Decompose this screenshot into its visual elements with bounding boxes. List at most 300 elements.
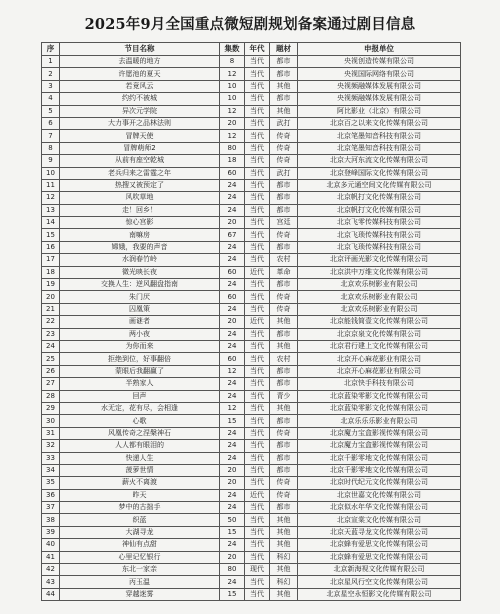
table-row xyxy=(42,489,461,501)
cell-theme: 其他 xyxy=(270,105,298,117)
cell-index: 41 xyxy=(42,551,60,563)
table-row xyxy=(42,217,461,229)
table-row xyxy=(42,564,461,576)
cell-era: 当代 xyxy=(245,155,270,167)
cell-index: 9 xyxy=(42,155,60,167)
table-row xyxy=(42,340,461,352)
table-row xyxy=(42,402,461,414)
cell-theme: 其他 xyxy=(270,564,298,576)
cell-program-name: 大湖寻龙 xyxy=(60,526,220,538)
cell-applicant: 北京千影零地文化传媒有限公司 xyxy=(298,464,461,476)
table-row xyxy=(42,390,461,402)
table-row xyxy=(42,279,461,291)
cell-episodes: 24 xyxy=(220,452,245,464)
cell-era: 当代 xyxy=(245,130,270,142)
cell-index: 23 xyxy=(42,328,60,340)
cell-applicant: 央视创造传媒有限公司 xyxy=(298,56,461,68)
cell-episodes: 12 xyxy=(220,105,245,117)
cell-episodes: 10 xyxy=(220,93,245,105)
cell-index: 1 xyxy=(42,56,60,68)
document-title: 2025年9月全国重点微短剧规划备案通过剧目信息 xyxy=(84,16,416,33)
cell-theme: 其他 xyxy=(270,514,298,526)
cell-theme: 传奇 xyxy=(270,489,298,501)
cell-episodes: 24 xyxy=(220,440,245,452)
cell-applicant: 北京宣棠文化传媒有限公司 xyxy=(298,514,461,526)
cell-theme: 其他 xyxy=(270,526,298,538)
cell-index: 22 xyxy=(42,316,60,328)
cell-index: 37 xyxy=(42,502,60,514)
cell-era: 当代 xyxy=(245,365,270,377)
cell-program-name: 许愿池的夏天 xyxy=(60,68,220,80)
table-row xyxy=(42,440,461,452)
cell-episodes: 24 xyxy=(220,179,245,191)
cell-applicant: 北京能钱简壹文化传媒有限公司 xyxy=(298,316,461,328)
cell-applicant: 北京飞零传媒科技有限公司 xyxy=(298,217,461,229)
table-row xyxy=(42,192,461,204)
table-row xyxy=(42,179,461,191)
cell-applicant: 央视国际网络有限公司 xyxy=(298,68,461,80)
table-row xyxy=(42,551,461,563)
cell-episodes: 80 xyxy=(220,564,245,576)
cell-era: 当代 xyxy=(245,80,270,92)
cell-applicant: 北京星风行空文化传媒有限公司 xyxy=(298,576,461,588)
table-row xyxy=(42,514,461,526)
cell-program-name: 半熟家人 xyxy=(60,378,220,390)
cell-program-name: 薪火不离渡 xyxy=(60,477,220,489)
cell-program-name: 惊心宫影 xyxy=(60,217,220,229)
cell-era: 现代 xyxy=(245,564,270,576)
cell-index: 35 xyxy=(42,477,60,489)
cell-index: 14 xyxy=(42,217,60,229)
cell-theme: 传奇 xyxy=(270,155,298,167)
cell-index: 15 xyxy=(42,229,60,241)
cell-era: 当代 xyxy=(245,142,270,154)
cell-applicant: 北京笔墨知音科技有限公司 xyxy=(298,142,461,154)
header-era: 年代 xyxy=(245,43,270,56)
cell-episodes: 24 xyxy=(220,378,245,390)
cell-index: 13 xyxy=(42,204,60,216)
header-index: 序 xyxy=(42,43,60,56)
cell-theme: 传奇 xyxy=(270,142,298,154)
cell-theme: 传奇 xyxy=(270,477,298,489)
cell-era: 当代 xyxy=(245,241,270,253)
cell-theme: 都市 xyxy=(270,56,298,68)
cell-program-name: 若竟风云 xyxy=(60,80,220,92)
cell-applicant: 北京快手科技有限公司 xyxy=(298,378,461,390)
cell-theme: 传奇 xyxy=(270,303,298,315)
cell-applicant: 北京乐乐乐影业有限公司 xyxy=(298,415,461,427)
cell-program-name: 热搜又被预定了 xyxy=(60,179,220,191)
cell-applicant: 北京开心麻花影业有限公司 xyxy=(298,365,461,377)
cell-index: 19 xyxy=(42,279,60,291)
cell-program-name: 南嘛房 xyxy=(60,229,220,241)
cell-index: 34 xyxy=(42,464,60,476)
table-row xyxy=(42,56,461,68)
cell-applicant: 央视频融媒体发展有限公司 xyxy=(298,80,461,92)
cell-index: 29 xyxy=(42,402,60,414)
cell-theme: 武打 xyxy=(270,117,298,129)
cell-theme: 都市 xyxy=(270,440,298,452)
cell-program-name: 交换人生：逆风翻盘指南 xyxy=(60,279,220,291)
table-row xyxy=(42,452,461,464)
table-row xyxy=(42,328,461,340)
cell-episodes: 24 xyxy=(220,390,245,402)
cell-index: 28 xyxy=(42,390,60,402)
cell-episodes: 20 xyxy=(220,217,245,229)
cell-program-name: 昨天 xyxy=(60,489,220,501)
cell-applicant: 北京多元通空间文化传媒有限公司 xyxy=(298,179,461,191)
cell-applicant: 北京蜂有爱思文化传媒有限公司 xyxy=(298,539,461,551)
cell-applicant: 北京时代纪元文化传媒有限公司 xyxy=(298,477,461,489)
cell-episodes: 60 xyxy=(220,266,245,278)
cell-program-name: 老兵归来之雷霆之年 xyxy=(60,167,220,179)
cell-theme: 都市 xyxy=(270,68,298,80)
cell-program-name: 画谜者 xyxy=(60,316,220,328)
cell-theme: 传奇 xyxy=(270,229,298,241)
cell-program-name: 蒙眼后我翻赢了 xyxy=(60,365,220,377)
cell-era: 当代 xyxy=(245,402,270,414)
cell-theme: 都市 xyxy=(270,179,298,191)
cell-program-name: 风吹草地 xyxy=(60,192,220,204)
cell-episodes: 20 xyxy=(220,464,245,476)
cell-program-name: 约约不被城 xyxy=(60,93,220,105)
cell-theme: 都市 xyxy=(270,378,298,390)
cell-index: 6 xyxy=(42,117,60,129)
cell-era: 当代 xyxy=(245,464,270,476)
cell-index: 10 xyxy=(42,167,60,179)
cell-program-name: 回声 xyxy=(60,390,220,402)
cell-era: 近代 xyxy=(245,489,270,501)
cell-theme: 武打 xyxy=(270,167,298,179)
cell-program-name: 心里记忆银行 xyxy=(60,551,220,563)
cell-program-name: 嫦娥，我要的声音 xyxy=(60,241,220,253)
cell-era: 当代 xyxy=(245,192,270,204)
cell-episodes: 24 xyxy=(220,539,245,551)
cell-program-name: 去温暖的地方 xyxy=(60,56,220,68)
cell-theme: 青少 xyxy=(270,390,298,402)
cell-theme: 其他 xyxy=(270,402,298,414)
cell-theme: 农村 xyxy=(270,353,298,365)
cell-theme: 都市 xyxy=(270,93,298,105)
cell-index: 44 xyxy=(42,588,60,600)
cell-episodes: 24 xyxy=(220,328,245,340)
cell-era: 当代 xyxy=(245,179,270,191)
table-row xyxy=(42,539,461,551)
cell-applicant: 北京魔力宝盒影视传媒有限公司 xyxy=(298,440,461,452)
cell-episodes: 24 xyxy=(220,241,245,253)
cell-episodes: 67 xyxy=(220,229,245,241)
table-row xyxy=(42,353,461,365)
table-row xyxy=(42,80,461,92)
cell-index: 40 xyxy=(42,539,60,551)
cell-episodes: 18 xyxy=(220,155,245,167)
cell-applicant: 北京魔力宝盒影视传媒有限公司 xyxy=(298,427,461,439)
table-row xyxy=(42,365,461,377)
cell-theme: 革命 xyxy=(270,266,298,278)
cell-episodes: 24 xyxy=(220,489,245,501)
cell-era: 当代 xyxy=(245,117,270,129)
cell-program-name: 水润春竹岭 xyxy=(60,254,220,266)
cell-applicant: 北京蓝染零影文化传媒有限公司 xyxy=(298,402,461,414)
table-row xyxy=(42,303,461,315)
cell-index: 11 xyxy=(42,179,60,191)
cell-theme: 都市 xyxy=(270,452,298,464)
cell-theme: 都市 xyxy=(270,192,298,204)
cell-program-name: 水无定，花有尽，会相逢 xyxy=(60,402,220,414)
cell-applicant: 北京百之以来文化传媒有限公司 xyxy=(298,117,461,129)
cell-era: 当代 xyxy=(245,588,270,600)
cell-applicant: 北京世嘉文化传媒有限公司 xyxy=(298,489,461,501)
cell-index: 32 xyxy=(42,440,60,452)
cell-applicant: 北京君行建上文化传媒有限公司 xyxy=(298,340,461,352)
cell-applicant: 阿比影业（北京）有限公司 xyxy=(298,105,461,117)
cell-episodes: 24 xyxy=(220,427,245,439)
cell-program-name: 朱门厌 xyxy=(60,291,220,303)
table-row xyxy=(42,167,461,179)
header-applicant: 申报单位 xyxy=(298,43,461,56)
cell-index: 8 xyxy=(42,142,60,154)
cell-episodes: 12 xyxy=(220,365,245,377)
cell-program-name: 微光映长夜 xyxy=(60,266,220,278)
cell-theme: 传奇 xyxy=(270,427,298,439)
cell-program-name: 心歌 xyxy=(60,415,220,427)
cell-episodes: 60 xyxy=(220,291,245,303)
cell-theme: 其他 xyxy=(270,316,298,328)
cell-era: 当代 xyxy=(245,204,270,216)
cell-episodes: 24 xyxy=(220,192,245,204)
cell-applicant: 北京欢乐树影业有限公司 xyxy=(298,279,461,291)
cell-applicant: 北京天蓝寻龙文化传媒有限公司 xyxy=(298,526,461,538)
cell-index: 18 xyxy=(42,266,60,278)
cell-applicant: 北京蓝染零影文化传媒有限公司 xyxy=(298,390,461,402)
cell-era: 当代 xyxy=(245,353,270,365)
cell-theme: 都市 xyxy=(270,365,298,377)
cell-program-name: 从前有座空乾城 xyxy=(60,155,220,167)
cell-theme: 其他 xyxy=(270,539,298,551)
cell-index: 4 xyxy=(42,93,60,105)
cell-era: 当代 xyxy=(245,303,270,315)
cell-episodes: 12 xyxy=(220,130,245,142)
table-row xyxy=(42,68,461,80)
cell-applicant: 北京帆打文化传媒有限公司 xyxy=(298,192,461,204)
cell-index: 3 xyxy=(42,80,60,92)
cell-applicant: 北京飞琐传媒科技有限公司 xyxy=(298,241,461,253)
cell-applicant: 北京登峰国际文化传媒有限公司 xyxy=(298,167,461,179)
cell-era: 当代 xyxy=(245,551,270,563)
cell-index: 16 xyxy=(42,241,60,253)
table-row xyxy=(42,229,461,241)
cell-index: 12 xyxy=(42,192,60,204)
cell-episodes: 80 xyxy=(220,142,245,154)
cell-index: 5 xyxy=(42,105,60,117)
cell-program-name: 囚凰策 xyxy=(60,303,220,315)
table-row xyxy=(42,142,461,154)
cell-program-name: 梦中的古拙手 xyxy=(60,502,220,514)
cell-program-name: 人人都有眼泪的 xyxy=(60,440,220,452)
table-row xyxy=(42,241,461,253)
cell-index: 36 xyxy=(42,489,60,501)
cell-era: 当代 xyxy=(245,427,270,439)
table-row xyxy=(42,316,461,328)
table-row xyxy=(42,254,461,266)
cell-theme: 其他 xyxy=(270,340,298,352)
cell-index: 26 xyxy=(42,365,60,377)
cell-era: 当代 xyxy=(245,254,270,266)
cell-era: 近代 xyxy=(245,316,270,328)
cell-program-name: 菠萝世情 xyxy=(60,464,220,476)
cell-index: 42 xyxy=(42,564,60,576)
table-row xyxy=(42,93,461,105)
cell-theme: 都市 xyxy=(270,204,298,216)
cell-episodes: 20 xyxy=(220,551,245,563)
cell-theme: 传奇 xyxy=(270,130,298,142)
cell-program-name: 异次元学院 xyxy=(60,105,220,117)
cell-theme: 其他 xyxy=(270,80,298,92)
table-row xyxy=(42,266,461,278)
cell-episodes: 15 xyxy=(220,588,245,600)
cell-theme: 都市 xyxy=(270,279,298,291)
cell-index: 7 xyxy=(42,130,60,142)
cell-program-name: 织蓝 xyxy=(60,514,220,526)
cell-theme: 科幻 xyxy=(270,576,298,588)
drama-table xyxy=(41,42,461,601)
cell-program-name: 冒牌萌师2 xyxy=(60,142,220,154)
cell-episodes: 50 xyxy=(220,514,245,526)
cell-era: 当代 xyxy=(245,576,270,588)
cell-era: 当代 xyxy=(245,167,270,179)
cell-applicant: 北京新海视文化传媒有限公司 xyxy=(298,564,461,576)
cell-index: 25 xyxy=(42,353,60,365)
table-row xyxy=(42,378,461,390)
cell-applicant: 北京星空永恒影文化传媒有限公司 xyxy=(298,588,461,600)
table-row xyxy=(42,291,461,303)
header-theme: 题材 xyxy=(270,43,298,56)
cell-era: 当代 xyxy=(245,526,270,538)
cell-program-name: 大力事开之品林法则 xyxy=(60,117,220,129)
cell-episodes: 20 xyxy=(220,316,245,328)
header-program-name: 节目名称 xyxy=(60,43,220,56)
cell-episodes: 24 xyxy=(220,204,245,216)
cell-episodes: 8 xyxy=(220,56,245,68)
cell-episodes: 20 xyxy=(220,117,245,129)
cell-applicant: 北京大河东流文化传媒有限公司 xyxy=(298,155,461,167)
cell-episodes: 24 xyxy=(220,279,245,291)
cell-program-name: 冒牌天使 xyxy=(60,130,220,142)
cell-era: 当代 xyxy=(245,440,270,452)
cell-index: 27 xyxy=(42,378,60,390)
cell-program-name: 为你而来 xyxy=(60,340,220,352)
cell-theme: 宫廷 xyxy=(270,217,298,229)
cell-era: 当代 xyxy=(245,217,270,229)
table-row xyxy=(42,155,461,167)
cell-episodes: 15 xyxy=(220,526,245,538)
table-header-row xyxy=(42,43,461,56)
cell-program-name: 风凰传奇之涅槃神石 xyxy=(60,427,220,439)
cell-index: 33 xyxy=(42,452,60,464)
table-row xyxy=(42,427,461,439)
cell-program-name: 东北一家亲 xyxy=(60,564,220,576)
cell-applicant: 北京笔墨知音科技有限公司 xyxy=(298,130,461,142)
cell-applicant: 北京似水年华文化传媒有限公司 xyxy=(298,502,461,514)
cell-index: 43 xyxy=(42,576,60,588)
cell-era: 当代 xyxy=(245,477,270,489)
cell-era: 当代 xyxy=(245,340,270,352)
cell-program-name: 走！回乡！ xyxy=(60,204,220,216)
cell-era: 当代 xyxy=(245,415,270,427)
cell-applicant: 北京京泉文化传媒有限公司 xyxy=(298,328,461,340)
cell-episodes: 24 xyxy=(220,254,245,266)
cell-theme: 传奇 xyxy=(270,291,298,303)
cell-program-name: 神仙有点甜 xyxy=(60,539,220,551)
cell-era: 当代 xyxy=(245,539,270,551)
table-body xyxy=(42,56,461,601)
cell-episodes: 60 xyxy=(220,167,245,179)
cell-index: 24 xyxy=(42,340,60,352)
cell-program-name: 丙玉温 xyxy=(60,576,220,588)
table-row xyxy=(42,477,461,489)
cell-index: 20 xyxy=(42,291,60,303)
table-row xyxy=(42,415,461,427)
cell-applicant: 北京蜂有爱思文化传媒有限公司 xyxy=(298,551,461,563)
cell-index: 21 xyxy=(42,303,60,315)
cell-program-name: 穿越迷雾 xyxy=(60,588,220,600)
table-row xyxy=(42,502,461,514)
cell-applicant: 北京帆打文化传媒有限公司 xyxy=(298,204,461,216)
cell-index: 39 xyxy=(42,526,60,538)
cell-era: 当代 xyxy=(245,279,270,291)
table-row xyxy=(42,204,461,216)
cell-episodes: 24 xyxy=(220,303,245,315)
cell-index: 17 xyxy=(42,254,60,266)
cell-era: 当代 xyxy=(245,514,270,526)
cell-theme: 都市 xyxy=(270,328,298,340)
cell-applicant: 北京洪中万维文化传媒有限公司 xyxy=(298,266,461,278)
cell-theme: 农村 xyxy=(270,254,298,266)
cell-era: 当代 xyxy=(245,105,270,117)
cell-episodes: 20 xyxy=(220,477,245,489)
cell-applicant: 央视频融媒体发展有限公司 xyxy=(298,93,461,105)
cell-era: 当代 xyxy=(245,328,270,340)
cell-episodes: 24 xyxy=(220,576,245,588)
cell-index: 31 xyxy=(42,427,60,439)
cell-episodes: 12 xyxy=(220,68,245,80)
header-episodes: 集数 xyxy=(220,43,245,56)
cell-era: 当代 xyxy=(245,229,270,241)
cell-theme: 都市 xyxy=(270,415,298,427)
cell-era: 当代 xyxy=(245,93,270,105)
cell-episodes: 12 xyxy=(220,402,245,414)
cell-era: 当代 xyxy=(245,56,270,68)
cell-applicant: 北京欢乐树影业有限公司 xyxy=(298,303,461,315)
table-row xyxy=(42,576,461,588)
cell-era: 当代 xyxy=(245,390,270,402)
cell-applicant: 北京千影零地文化传媒有限公司 xyxy=(298,452,461,464)
cell-era: 近代 xyxy=(245,266,270,278)
cell-theme: 都市 xyxy=(270,502,298,514)
cell-episodes: 15 xyxy=(220,415,245,427)
cell-theme: 都市 xyxy=(270,241,298,253)
cell-applicant: 北京评画光影文化传媒有限公司 xyxy=(298,254,461,266)
table-row xyxy=(42,130,461,142)
table-row xyxy=(42,105,461,117)
cell-episodes: 10 xyxy=(220,80,245,92)
table-row xyxy=(42,588,461,600)
cell-episodes: 60 xyxy=(220,353,245,365)
cell-theme: 科幻 xyxy=(270,551,298,563)
cell-applicant: 北京欢乐树影业有限公司 xyxy=(298,291,461,303)
cell-era: 当代 xyxy=(245,68,270,80)
table-row xyxy=(42,464,461,476)
